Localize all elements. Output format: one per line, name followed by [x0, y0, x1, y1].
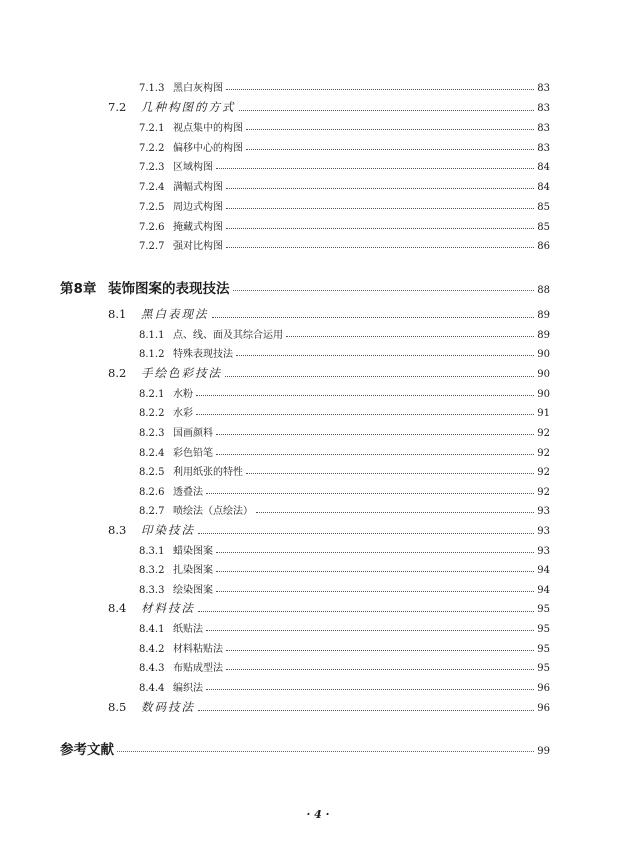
toc-entry-8-2-6[interactable]: [139, 483, 550, 498]
toc-entry-7-2-2[interactable]: [139, 139, 550, 154]
entry-title: 材料粘贴法: [173, 644, 223, 655]
entry-number: 8.1.1: [139, 330, 165, 341]
entry-number: 8.1: [108, 307, 127, 321]
entry-title: 纸贴法: [173, 624, 203, 635]
entry-number: 8.2.6: [139, 487, 165, 498]
toc-entry-8-4-2[interactable]: [139, 640, 550, 655]
entry-page: 86: [537, 241, 550, 252]
entry-number: 7.2: [108, 100, 127, 114]
toc-references[interactable]: [60, 738, 550, 758]
entry-title: 满幅式构图: [173, 182, 223, 193]
entry-number: 8.3: [108, 523, 127, 537]
toc-section-8-4[interactable]: [108, 600, 550, 616]
dot-leader: [198, 611, 534, 612]
entry-number: 7.2.7: [139, 241, 165, 252]
entry-number: 8.4.1: [139, 624, 165, 635]
entry-title: 材料技法: [141, 601, 195, 615]
toc-entry-8-1-1[interactable]: [139, 326, 550, 341]
entry-title: 掩藏式构图: [173, 222, 223, 233]
entry-number: 8.2.7: [139, 506, 165, 517]
entry-title: 布贴成型法: [173, 663, 223, 674]
entry-title: 绘染图案: [173, 585, 213, 596]
toc-entry-8-1-2[interactable]: [139, 345, 550, 360]
toc-section-8-1[interactable]: [108, 306, 550, 322]
entry-number: 8.2.3: [139, 428, 165, 439]
entry-title: 喷绘法（点绘法）: [173, 506, 253, 517]
toc-entry-8-4-3[interactable]: [139, 659, 550, 674]
dot-leader: [216, 434, 534, 435]
toc-entry-7-2-6[interactable]: [139, 218, 550, 233]
entry-page: 83: [537, 103, 550, 114]
entry-page: 93: [537, 546, 550, 557]
dot-leader: [233, 290, 535, 291]
entry-page: 84: [537, 182, 550, 193]
toc-section-8-3[interactable]: [108, 522, 550, 538]
entry-title: 偏移中心的构图: [173, 143, 243, 154]
entry-title: 黑白表现法: [141, 307, 209, 321]
entry-page: 92: [537, 448, 550, 459]
dot-leader: [226, 188, 534, 189]
entry-page: 93: [537, 506, 550, 517]
entry-number: 8.2.4: [139, 448, 165, 459]
entry-number: 8.2.1: [139, 389, 165, 400]
entry-number: 8.2.5: [139, 467, 165, 478]
entry-number: 8.3.1: [139, 546, 165, 557]
dot-leader: [286, 336, 534, 337]
entry-page: 96: [537, 683, 550, 694]
entry-title: 特殊表现技法: [173, 349, 233, 360]
toc-entry-8-3-2[interactable]: [139, 561, 550, 576]
entry-number: 8.2.2: [139, 408, 165, 419]
entry-title: 水粉: [173, 389, 193, 400]
entry-page: 84: [537, 162, 550, 173]
chapter-title: 装饰图案的表现技法: [108, 281, 230, 297]
entry-title: 扎染图案: [173, 565, 213, 576]
entry-page: 93: [537, 526, 550, 537]
toc-entry-8-4-4[interactable]: [139, 679, 550, 694]
dot-leader: [216, 591, 534, 592]
dot-leader: [216, 571, 534, 572]
entry-page: 83: [537, 143, 550, 154]
entry-page: 85: [537, 222, 550, 233]
entry-number: 8.1.2: [139, 349, 165, 360]
entry-title: 点、线、面及其综合运用: [173, 330, 283, 341]
dot-leader: [206, 630, 534, 631]
toc-entry-8-4-1[interactable]: [139, 620, 550, 635]
entry-title: 印染技法: [141, 523, 195, 537]
dot-leader: [225, 376, 534, 377]
dot-leader: [206, 493, 534, 494]
entry-number: 8.5: [108, 700, 127, 714]
entry-title: 利用纸张的特性: [173, 467, 243, 478]
toc-entry-7-2-7[interactable]: [139, 237, 550, 252]
toc-entry-8-2-3[interactable]: [139, 424, 550, 439]
toc-entry-7-2-5[interactable]: [139, 198, 550, 213]
entry-page: 95: [537, 644, 550, 655]
entry-number: 8.3.2: [139, 565, 165, 576]
toc-entry-7-1-3[interactable]: [139, 79, 550, 94]
dot-leader: [246, 129, 534, 130]
dot-leader: [226, 208, 534, 209]
dot-leader: [117, 751, 534, 752]
toc-chapter-8[interactable]: [60, 277, 550, 297]
references-title: 参考文献: [60, 742, 114, 758]
entry-number: 7.2.5: [139, 202, 165, 213]
entry-title: 蜡染图案: [173, 546, 213, 557]
entry-number: 8.2: [108, 366, 127, 380]
entry-title: 编织法: [173, 683, 203, 694]
entry-page: 92: [537, 467, 550, 478]
entry-title: 区域构图: [173, 162, 213, 173]
entry-title: 国画颜料: [173, 428, 213, 439]
toc-entry-8-2-7[interactable]: [139, 502, 550, 517]
entry-title: 彩色铅笔: [173, 448, 213, 459]
dot-leader: [236, 355, 534, 356]
entry-number: 8.4.2: [139, 644, 165, 655]
entry-number: 7.2.2: [139, 143, 165, 154]
entry-page: 92: [537, 428, 550, 439]
toc-entry-7-2-4[interactable]: [139, 178, 550, 193]
entry-title: 周边式构图: [173, 202, 223, 213]
entry-title: 黑白灰构图: [173, 83, 223, 94]
toc-section-7-2[interactable]: [108, 99, 550, 115]
entry-title: 水彩: [173, 408, 193, 419]
entry-number: 7.2.4: [139, 182, 165, 193]
entry-page: 89: [537, 330, 550, 341]
dot-leader: [216, 168, 534, 169]
toc-entry-7-2-1[interactable]: [139, 119, 550, 134]
entry-number: 7.2.1: [139, 123, 165, 134]
dot-leader: [239, 110, 535, 111]
entry-page: 95: [537, 663, 550, 674]
dot-leader: [226, 247, 534, 248]
dot-leader: [206, 689, 534, 690]
entry-page: 90: [537, 369, 550, 380]
dot-leader: [246, 149, 534, 150]
entry-page: 90: [537, 389, 550, 400]
dot-leader: [226, 650, 534, 651]
entry-page: 90: [537, 349, 550, 360]
entry-number: 8.4.4: [139, 683, 165, 694]
entry-number: 8.3.3: [139, 585, 165, 596]
dot-leader: [216, 552, 534, 553]
toc-entry-8-2-1[interactable]: [139, 385, 550, 400]
toc-section-8-5[interactable]: [108, 699, 550, 715]
dot-leader: [216, 454, 534, 455]
entry-title: 视点集中的构图: [173, 123, 243, 134]
dot-leader: [198, 710, 534, 711]
entry-page: 96: [537, 703, 550, 714]
dot-leader: [246, 473, 534, 474]
toc-entry-7-2-3[interactable]: [139, 158, 550, 173]
dot-leader: [226, 89, 534, 90]
dot-leader: [212, 317, 535, 318]
dot-leader: [226, 228, 534, 229]
entry-title: 手绘色彩技法: [141, 366, 222, 380]
entry-number: 7.2.6: [139, 222, 165, 233]
entry-title: 数码技法: [141, 700, 195, 714]
entry-page: 88: [537, 285, 550, 296]
entry-page: 95: [537, 624, 550, 635]
dot-leader: [256, 512, 534, 513]
entry-number: 8.4: [108, 601, 127, 615]
dot-leader: [196, 395, 534, 396]
toc-entry-8-2-4[interactable]: [139, 444, 550, 459]
toc-entry-8-2-2[interactable]: [139, 404, 550, 419]
entry-page: 91: [537, 408, 550, 419]
toc-section-8-2[interactable]: [108, 365, 550, 381]
entry-number: 8.4.3: [139, 663, 165, 674]
entry-page: 94: [537, 565, 550, 576]
toc-entry-8-2-5[interactable]: [139, 463, 550, 478]
entry-page: 95: [537, 604, 550, 615]
entry-title: 几种构图的方式: [141, 100, 236, 114]
entry-page: 83: [537, 123, 550, 134]
entry-page: 94: [537, 585, 550, 596]
dot-leader: [196, 414, 534, 415]
toc-entry-8-3-1[interactable]: [139, 542, 550, 557]
entry-page: 99: [537, 746, 550, 757]
entry-page: 85: [537, 202, 550, 213]
entry-title: 透叠法: [173, 487, 203, 498]
entry-page: 89: [537, 310, 550, 321]
chapter-number: 第8章: [60, 281, 97, 297]
entry-number: 7.2.3: [139, 162, 165, 173]
dot-leader: [226, 669, 534, 670]
entry-number: 7.1.3: [139, 83, 165, 94]
page-number-footer: · 4 ·: [306, 808, 330, 821]
entry-page: 92: [537, 487, 550, 498]
entry-title: 强对比构图: [173, 241, 223, 252]
toc-entry-8-3-3[interactable]: [139, 581, 550, 596]
entry-page: 83: [537, 83, 550, 94]
dot-leader: [198, 533, 534, 534]
